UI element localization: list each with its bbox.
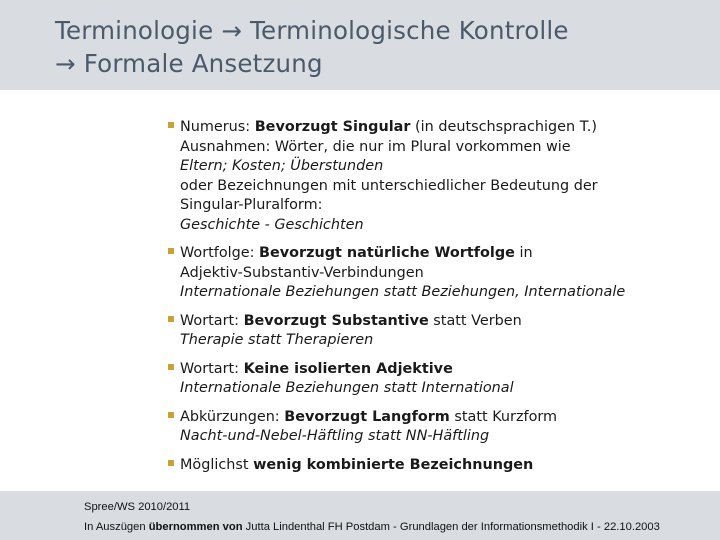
explanation-line: Ausnahmen: Wörter, die nur im Plural vorkommen wie [180, 138, 571, 155]
bullet-item [168, 360, 713, 399]
bullet-item-heading [168, 244, 713, 264]
example-line: Eltern; Kosten; Überstunden [180, 158, 384, 174]
bullet-lead-text: Numerus: [180, 119, 255, 135]
bullet-lead-text: Wortart: [180, 360, 244, 377]
bullet-lead-text: Wortfolge: [180, 245, 260, 261]
example-line: Therapie statt Therapieren [180, 332, 374, 348]
explanation-line: oder Bezeichnungen mit unterschiedlicher Bedeutung der [180, 177, 598, 194]
footer-source [84, 521, 660, 533]
bullet-item-heading [168, 408, 713, 428]
bullet-item [168, 118, 713, 235]
bullet-tail-text: (in deutschsprachigen T.) [410, 119, 597, 135]
bullet-item-heading [168, 360, 713, 380]
title-line-2: → Formale Ansetzung [55, 49, 323, 78]
bullet-lead-text: Möglichst [180, 456, 254, 473]
bullet-item [168, 312, 713, 351]
bullet-item [168, 244, 713, 303]
square-bullet-icon [168, 248, 174, 254]
explanation-line: Singular-Pluralform: [180, 197, 323, 213]
slide-footer [0, 491, 720, 540]
bullet-emphasis-text: Bevorzugt Langform [284, 408, 450, 425]
square-bullet-icon [168, 412, 174, 418]
bullet-emphasis-text: Bevorzugt natürliche Wortfolge [259, 245, 515, 261]
bullet-emphasis-text: Keine isolierten Adjektive [243, 360, 453, 377]
example-line: Internationale Beziehungen statt Beziehungen, Internationale [180, 284, 626, 300]
bullet-emphasis-text: wenig kombinierte Bezeichnungen [253, 456, 534, 473]
bullet-item-heading [168, 456, 713, 476]
bullet-tail-text: in [514, 245, 533, 261]
bullet-item-heading [168, 312, 713, 332]
square-bullet-icon [168, 316, 174, 322]
bullet-emphasis-text: Bevorzugt Substantive [243, 312, 429, 329]
slide-title [55, 14, 705, 80]
bullet-list [168, 118, 713, 484]
bullet-tail-text: statt Kurzform [449, 408, 558, 425]
bullet-lead-text: Abkürzungen: [180, 408, 285, 425]
square-bullet-icon [168, 122, 174, 128]
footer-source-post: Jutta Lindenthal FH Postdam - Grundlagen der Informationsmethodik I - 22.10.2003 [242, 521, 660, 533]
title-line-1: Terminologie → Terminologische Kontrolle [55, 16, 569, 45]
bullet-item [168, 456, 713, 476]
example-line: Geschichte - Geschichten [180, 216, 364, 233]
bullet-item [168, 408, 713, 447]
square-bullet-icon [168, 364, 174, 370]
bullet-emphasis-text: Bevorzugt Singular [254, 119, 411, 135]
bullet-item-heading [168, 118, 713, 138]
square-bullet-icon [168, 460, 174, 466]
footer-source-pre: In Auszügen [84, 521, 149, 533]
bullet-tail-text: statt Verben [428, 312, 522, 329]
example-line: Nacht-und-Nebel-Häftling statt NN-Häftling [180, 428, 490, 444]
explanation-line: Adjektiv-Substantiv-Verbindungen [180, 264, 424, 281]
slide-header [0, 0, 720, 90]
footer-source-bold: übernommen von [148, 521, 243, 533]
footer-semester: Spree/WS 2010/2011 [84, 501, 191, 513]
example-line: Internationale Beziehungen statt International [180, 380, 514, 396]
bullet-lead-text: Wortart: [180, 312, 244, 329]
